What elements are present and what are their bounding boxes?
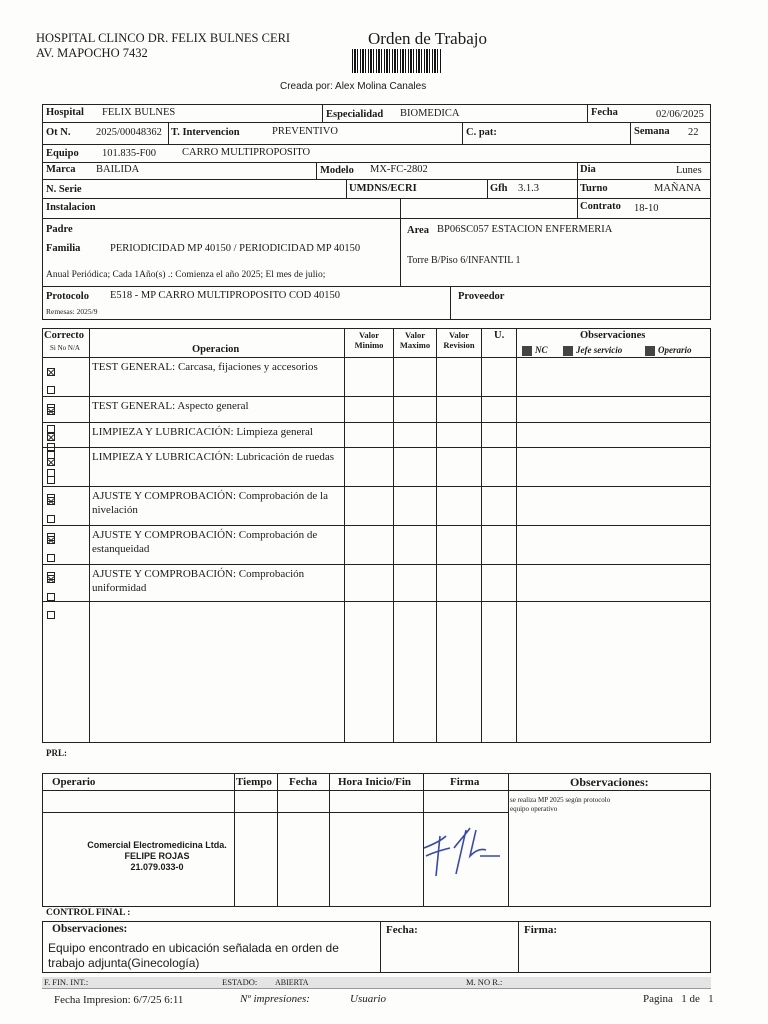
checkbox-si[interactable] <box>47 368 55 376</box>
cf-firma-label: Firma: <box>524 924 557 936</box>
estado-label: ESTADO: <box>222 977 258 987</box>
cf-obs-label: Observaciones: <box>52 923 128 935</box>
gfh-label: Gfh <box>490 183 508 194</box>
checkbox-no[interactable] <box>47 386 55 394</box>
h-firma: Firma <box>450 776 480 788</box>
ffin-label: F. FIN. INT.: <box>44 977 89 987</box>
h-observaciones: Observaciones <box>580 330 646 341</box>
operation-text: AJUSTE Y COMPROBACIÓN: Comprobación de la nivelación <box>92 490 328 516</box>
modelo-label: Modelo <box>320 165 354 176</box>
fecha-value: 02/06/2025 <box>656 109 704 120</box>
created-by: Creada por: Alex Molina Canales <box>280 81 427 92</box>
legend-jefe-servicio: Jefe servicio <box>563 345 622 356</box>
area-label: Area <box>407 225 429 236</box>
checkbox-no[interactable] <box>47 515 55 523</box>
checkbox-si[interactable] <box>47 575 55 583</box>
equipo-name: CARRO MULTIPROPOSITO <box>182 147 311 158</box>
checkbox-si[interactable] <box>47 433 55 441</box>
contrato-value: 18-10 <box>634 203 659 214</box>
familia-value: PERIODICIDAD MP 40150 / PERIODICIDAD MP 40150 <box>110 243 361 254</box>
umdns-label: UMDNS/ECRI <box>349 183 417 194</box>
row-checkboxes <box>47 570 57 624</box>
row-divider <box>42 601 711 602</box>
fecha-label: Fecha <box>591 107 618 118</box>
equipo-label: Equipo <box>46 148 79 159</box>
stamp-company: Comercial Electromedicina Ltda. <box>87 840 227 850</box>
checkbox-no[interactable] <box>47 554 55 562</box>
prl-label: PRL: <box>46 748 67 758</box>
serie-label: N. Serie <box>46 184 82 195</box>
control-final-label: CONTROL FINAL : <box>46 908 131 918</box>
ot-value: 2025/00048362 <box>96 127 162 138</box>
row-divider <box>42 396 711 397</box>
print-user: Usuario <box>350 993 387 1005</box>
tint-value: PREVENTIVO <box>272 126 338 137</box>
operation-text: TEST GENERAL: Carcasa, fijaciones y accesorios <box>92 361 318 373</box>
especialidad-value: BIOMEDICA <box>400 108 460 119</box>
checkbox-si[interactable] <box>47 458 55 466</box>
especialidad-label: Especialidad <box>326 109 384 120</box>
stamp-rut: 21.079.033-0 <box>130 862 184 872</box>
hospital-value: FELIX BULNES <box>102 107 176 118</box>
row-divider <box>42 525 711 526</box>
equipo-code: 101.835-F00 <box>102 148 156 159</box>
row-divider <box>42 422 711 423</box>
anual-value: Anual Periódica; Cada 1Año(s) .: Comienza el año 2025; El mes de julio; <box>46 270 326 280</box>
row-divider <box>42 486 711 487</box>
modelo-value: MX-FC-2802 <box>370 164 428 175</box>
operation-text: TEST GENERAL: Aspecto general <box>92 400 249 412</box>
h-si-no-na: Si No N/A <box>50 344 80 352</box>
stamp-name: FELIPE ROJAS <box>124 851 190 861</box>
cf-obs-text: Equipo encontrado en ubicación señalada en orden de trabajo adjunta(Ginecología) <box>48 941 339 970</box>
nc-swatch-icon <box>522 346 532 356</box>
h-valor-revision: Valor Revision <box>443 330 475 350</box>
row-divider <box>42 447 711 448</box>
dia-label: Dia <box>580 164 596 175</box>
hospital-name: HOSPITAL CLINCO DR. FELIX BULNES CERI <box>36 31 291 45</box>
dia-value: Lunes <box>676 165 702 176</box>
obs-note-1: se realiza MP 2025 según protocolo <box>510 796 611 804</box>
print-count: Nº impresiones: <box>240 993 310 1005</box>
operario-swatch-icon <box>645 346 655 356</box>
protocolo-label: Protocolo <box>46 291 89 302</box>
jefe-swatch-icon <box>563 346 573 356</box>
print-date: Fecha Impresion: 6/7/25 6:11 <box>54 994 184 1006</box>
contrato-label: Contrato <box>580 201 621 212</box>
legend-operario: Operario <box>645 345 692 356</box>
cf-fecha-label: Fecha: <box>386 924 418 936</box>
cpat-label: C. pat: <box>466 127 497 138</box>
hospital-address: AV. MAPOCHO 7432 <box>36 46 148 60</box>
checkbox-si[interactable] <box>47 497 55 505</box>
hospital-label: Hospital <box>46 107 84 118</box>
row-divider <box>42 564 711 565</box>
signature-icon <box>420 826 510 882</box>
padre-label: Padre <box>46 224 73 235</box>
operation-text: LIMPIEZA Y LUBRICACIÓN: Limpieza general <box>92 426 313 438</box>
operation-text: LIMPIEZA Y LUBRICACIÓN: Lubricación de ruedas <box>92 451 335 463</box>
instalacion-label: Instalacion <box>46 202 96 213</box>
h-valor-minimo: Valor Minimo <box>354 330 384 350</box>
company-stamp <box>82 840 232 873</box>
estado-value: ABIERTA <box>275 978 309 987</box>
h-valor-maximo: Valor Maximo <box>399 330 431 350</box>
operation-text: AJUSTE Y COMPROBACIÓN: Comprobación de estanqueidad <box>92 529 318 555</box>
protocolo-value: E518 - MP CARRO MULTIPROPOSITO COD 40150 <box>110 290 341 301</box>
marca-value: BAILIDA <box>96 164 140 175</box>
footer-bar <box>42 977 711 989</box>
operation-text: AJUSTE Y COMPROBACIÓN: Comprobación uniformidad <box>92 568 305 594</box>
gfh-value: 3.1.3 <box>518 183 539 194</box>
turno-label: Turno <box>580 183 608 194</box>
document-title: Orden de Trabajo <box>368 29 487 48</box>
h-operacion: Operacion <box>192 344 240 355</box>
checkbox-no[interactable] <box>47 476 55 484</box>
checkbox-si[interactable] <box>47 536 55 544</box>
checkbox-na[interactable] <box>47 611 55 619</box>
barcode <box>352 49 442 73</box>
area-value: BP06SC057 ESTACION ENFERMERIA <box>437 224 613 235</box>
torre-value: Torre B/Piso 6/INFANTIL 1 <box>407 255 521 266</box>
h-hora: Hora Inicio/Fin <box>338 776 412 788</box>
semana-value: 22 <box>688 127 699 138</box>
obs-note-2: equipo operativo <box>510 805 558 813</box>
turno-value: MAÑANA <box>654 183 702 194</box>
page-number: Pagina 1 de 1 <box>643 993 714 1005</box>
familia-label: Familia <box>46 243 81 254</box>
h-correcto: Correcto <box>44 330 85 341</box>
checkbox-si[interactable] <box>47 407 55 415</box>
tint-label: T. Intervencion <box>171 127 240 138</box>
marca-label: Marca <box>46 164 76 175</box>
proveedor-label: Proveedor <box>458 291 505 302</box>
mnor-label: M. NO R.: <box>466 977 503 987</box>
ot-label: Ot N. <box>46 127 71 138</box>
h-operario: Operario <box>52 776 96 788</box>
h-obs: Observaciones: <box>570 775 649 789</box>
legend-nc: NC <box>522 345 548 356</box>
remesas-value: Remesas: 2025/9 <box>46 307 98 316</box>
h-fecha: Fecha <box>289 776 318 788</box>
h-unidad: U. <box>494 330 505 341</box>
h-tiempo: Tiempo <box>236 776 272 788</box>
semana-label: Semana <box>634 126 670 137</box>
